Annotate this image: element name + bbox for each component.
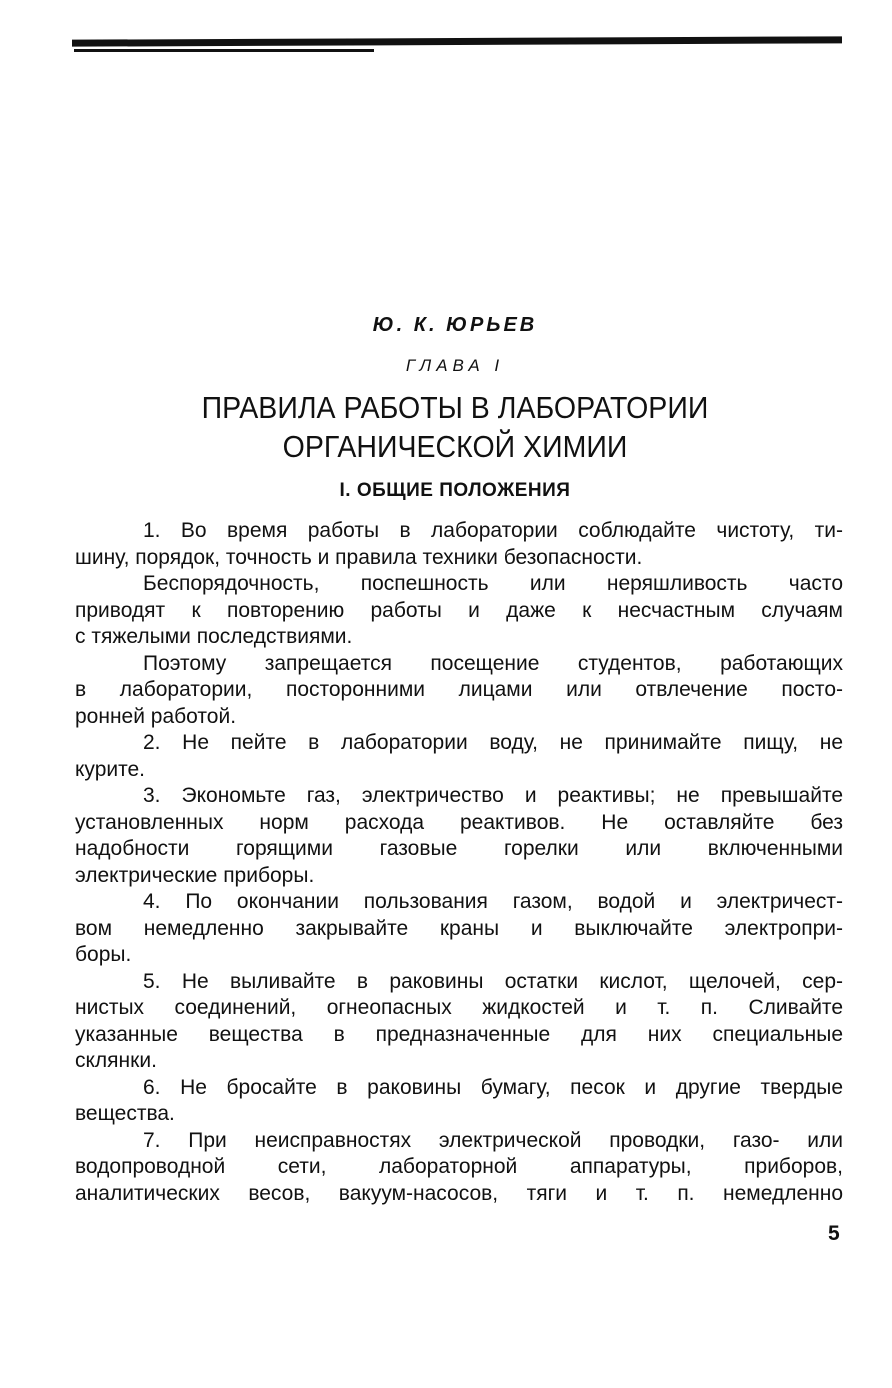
text-line — [75, 624, 843, 651]
text-line-content: указанные вещества в предназначенные для них специальные — [75, 1022, 843, 1046]
text-line — [75, 1075, 843, 1102]
text-line-content: вом немедленно закрывайте краны и выключайте электропри- — [75, 916, 843, 940]
paragraph — [75, 783, 843, 889]
text-line — [75, 916, 843, 943]
text-line-content: в лаборатории, посторонними лицами или отвлечение посто- — [75, 678, 843, 701]
text-line — [75, 730, 843, 757]
text-line — [75, 1154, 843, 1181]
text-line — [75, 651, 843, 678]
text-line-content: склянки. — [75, 1049, 157, 1072]
text-line — [75, 757, 843, 784]
text-line — [75, 545, 843, 572]
text-line-content: вещества. — [75, 1102, 175, 1125]
text-line — [75, 810, 843, 837]
chapter-label: ГЛАВА I — [405, 356, 505, 375]
paragraph — [75, 571, 843, 651]
page-number: 5 — [828, 1222, 840, 1245]
text-line-content: нистых соединений, огнеопасных жидкостей и т. п. Сливайте — [75, 996, 843, 1019]
paragraph — [75, 889, 843, 969]
chapter-title-line-2: ОРГАНИЧЕСКОЙ ХИМИИ — [282, 429, 628, 464]
text-line — [75, 598, 843, 625]
text-line-content: приводят к повторению работы и даже к несчастным случаям — [75, 598, 843, 622]
text-line — [75, 1181, 843, 1208]
text-line-content: аналитических весов, вакуум-насосов, тяги и т. п. немедленно — [75, 1181, 843, 1205]
text-line-content: с тяжелыми последствиями. — [75, 625, 353, 648]
text-line — [75, 969, 843, 996]
chapter-title-line-1: ПРАВИЛА РАБОТЫ В ЛАБОРАТОРИИ — [201, 390, 709, 425]
text-line-content: 3. Экономьте газ, электричество и реактивы; не превышайте — [143, 784, 843, 807]
text-line — [75, 1128, 843, 1155]
text-line-content: электрические приборы. — [75, 863, 315, 887]
text-line-content: Беспорядочность, поспешность или неряшливость часто — [143, 572, 843, 595]
text-line-content: шину, порядок, точность и правила техники безопасности. — [75, 545, 643, 569]
text-line-content: надобности горящими газовые горелки или включенными — [75, 837, 843, 860]
text-line — [75, 518, 843, 545]
text-line-content: 1. Во время работы в лаборатории соблюдайте чистоту, ти- — [143, 519, 843, 542]
text-line — [75, 863, 843, 890]
text-line-content: водопроводной сети, лабораторной аппаратуры, приборов, — [75, 1155, 843, 1178]
text-line — [75, 889, 843, 916]
text-line-content: 7. При неисправностях электрической проводки, газо- или — [143, 1128, 843, 1152]
text-line — [75, 677, 843, 704]
text-line — [75, 1101, 843, 1128]
paragraph — [75, 651, 843, 731]
text-line — [75, 1048, 843, 1075]
text-line-content: установленных норм расхода реактивов. Не оставляйте без — [75, 810, 843, 834]
text-line — [75, 836, 843, 863]
text-line-content: 5. Не выливайте в раковины остатки кислот, щелочей, сер- — [143, 969, 843, 993]
text-line-content: 6. Не бросайте в раковины бумагу, песок и другие твердые — [143, 1075, 843, 1099]
text-line — [75, 942, 843, 969]
text-line-content: курите. — [75, 757, 145, 781]
top-rule-thin — [74, 49, 374, 52]
paragraph — [75, 1128, 843, 1208]
paragraph — [75, 730, 843, 783]
text-line-content: Поэтому запрещается посещение студентов, работающих — [143, 651, 843, 675]
text-line-content: 2. Не пейте в лаборатории воду, не принимайте пищу, не — [143, 731, 843, 754]
paragraph — [75, 1075, 843, 1128]
top-rule — [72, 36, 842, 46]
paragraph — [75, 969, 843, 1075]
text-line — [75, 571, 843, 598]
section-heading: I. ОБЩИЕ ПОЛОЖЕНИЯ — [339, 480, 571, 501]
author: Ю. К. ЮРЬЕВ — [372, 314, 538, 336]
text-line-content: ронней работой. — [75, 704, 237, 728]
paragraph — [75, 518, 843, 571]
text-line-content: боры. — [75, 943, 132, 966]
text-line — [75, 1022, 843, 1049]
body-text — [75, 518, 843, 1207]
text-line — [75, 704, 843, 731]
text-line — [75, 783, 843, 810]
text-line — [75, 995, 843, 1022]
text-line-content: 4. По окончании пользования газом, водой и электричест- — [143, 890, 843, 913]
